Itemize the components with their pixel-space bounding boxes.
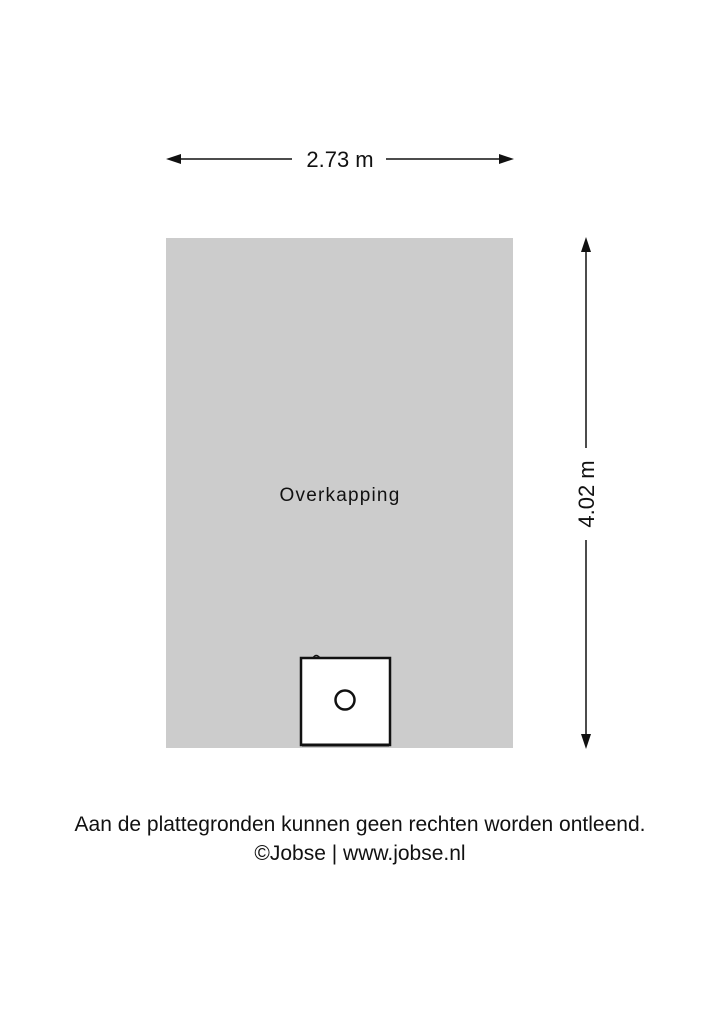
- arrow-down-icon: [581, 734, 591, 749]
- height-dimension-label: 4.02 m: [574, 460, 599, 528]
- credit-text: ©Jobse | www.jobse.nl: [254, 842, 466, 865]
- width-dimension-label: 2.73 m: [306, 147, 374, 172]
- arrow-right-icon: [499, 154, 514, 164]
- room-label: Overkapping: [279, 485, 401, 506]
- fixture-unit: [301, 656, 390, 746]
- fixture-circle-icon: [336, 691, 355, 710]
- arrow-up-icon: [581, 237, 591, 252]
- arrow-left-icon: [166, 154, 181, 164]
- disclaimer-text: Aan de plattegronden kunnen geen rechten worden ontleend.: [74, 813, 646, 836]
- footer: [0, 810, 720, 868]
